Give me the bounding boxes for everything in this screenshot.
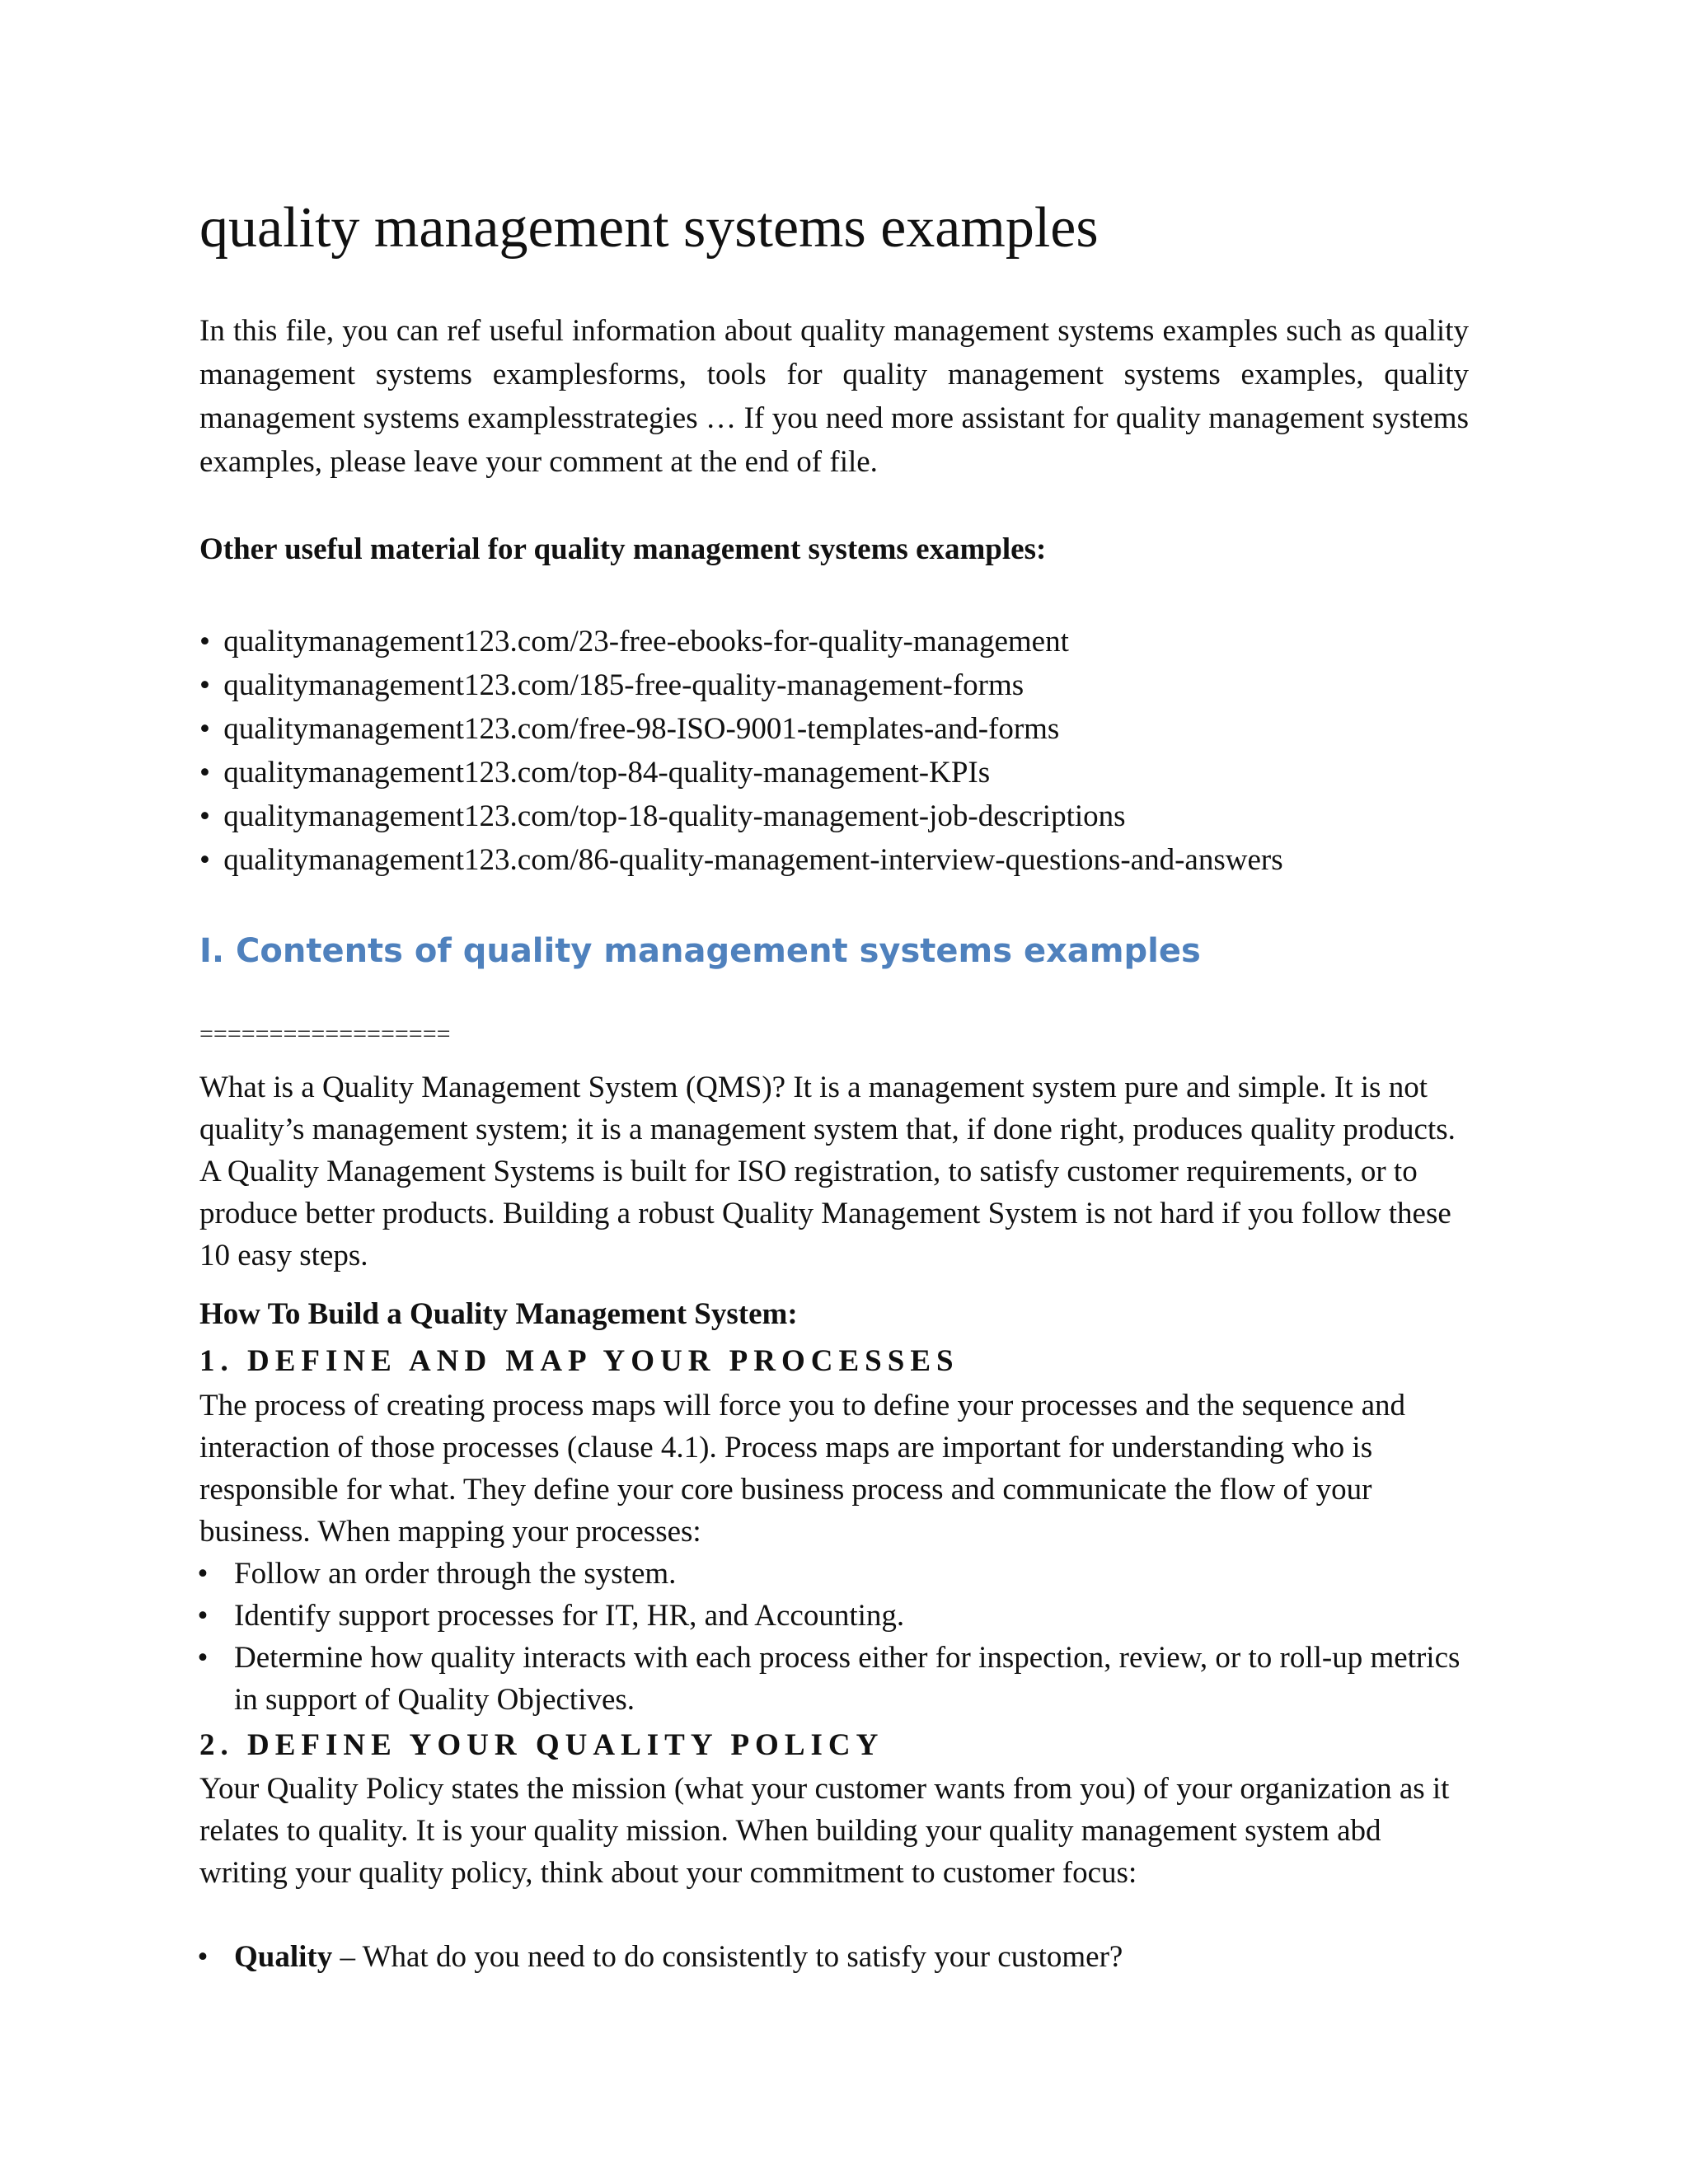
bullet-icon: • <box>199 668 210 702</box>
step-1-heading: 1. DEFINE AND MAP YOUR PROCESSES <box>199 1344 959 1378</box>
list-item-text: Determine how quality interacts with each process either for inspection, review, or to roll-up metrics in support of Quality Objectives. <box>234 1641 1461 1717</box>
resource-link-text[interactable]: qualitymanagement123.com/free-98-ISO-9001-templates-and-forms <box>223 712 1060 746</box>
step-2-paragraph: Your Quality Policy states the mission (what your customer wants from you) of your organization as it relates to quality. It is your quality mission. When building your quality management system abd writing your quality policy, think about your commitment to customer focus: <box>199 1772 1450 1890</box>
document-title: quality management systems examples <box>199 196 1099 260</box>
list-item-text: Follow an order through the system. <box>234 1557 677 1591</box>
how-to-heading: How To Build a Quality Management System: <box>199 1297 798 1331</box>
resource-link[interactable] <box>199 838 1283 882</box>
bullet-icon: • <box>197 1940 209 1974</box>
bullet-icon: • <box>199 843 210 877</box>
resource-link-text[interactable]: qualitymanagement123.com/23-free-ebooks-for-quality-management <box>223 625 1069 658</box>
step-1-bullet-list <box>199 1553 1469 1721</box>
qms-definition-paragraph: What is a Quality Management System (QMS)? It is a management system pure and simple. It is not quality’s management system; it is a management system that, if done right, produces quality products. A Quality Management Systems is built for ISO registration, to satisfy customer requirements, or to produce better products. Building a robust Quality Management System is not hard if you follow these 10 easy steps. <box>199 1071 1456 1272</box>
bullet-icon: • <box>199 756 210 790</box>
step-2-bullet-list <box>199 1936 1469 1978</box>
resource-link[interactable] <box>199 620 1283 663</box>
list-item-text: – What do you need to do consistently to satisfy your customer? <box>332 1940 1123 1974</box>
resource-link[interactable] <box>199 794 1283 838</box>
bullet-icon: • <box>199 625 210 658</box>
resource-link-text[interactable]: qualitymanagement123.com/top-84-quality-management-KPIs <box>223 756 991 790</box>
list-item <box>199 1553 1469 1595</box>
bullet-icon: • <box>197 1557 209 1591</box>
resource-link-text[interactable]: qualitymanagement123.com/185-free-quality-management-forms <box>223 668 1025 702</box>
list-item <box>199 1595 1469 1637</box>
resource-link[interactable] <box>199 707 1283 751</box>
intro-paragraph: In this file, you can ref useful information about quality management systems examples such as quality management systems examplesforms, tools for quality management systems examples, quality management systems examplesstrategies … If you need more assistant for quality management systems examples, please leave your comment at the end of file. <box>199 314 1469 479</box>
bullet-icon: • <box>199 712 210 746</box>
step-1-paragraph: The process of creating process maps will force you to define your processes and the sequence and interaction of those processes (clause 4.1). Process maps are important for understanding who is responsible for what. They define your core business process and communicate the flow of your business. When mapping your processes: <box>199 1389 1406 1549</box>
bullet-icon: • <box>199 799 210 833</box>
list-item <box>199 1936 1469 1978</box>
section-heading: I. Contents of quality management systems examples <box>199 932 1201 970</box>
other-material-heading: Other useful material for quality management systems examples: <box>199 532 1047 566</box>
resource-link-list <box>199 620 1283 882</box>
resource-link[interactable] <box>199 751 1283 794</box>
resource-link-text[interactable]: qualitymanagement123.com/top-18-quality-management-job-descriptions <box>223 799 1126 833</box>
step-2-heading: 2. DEFINE YOUR QUALITY POLICY <box>199 1728 884 1762</box>
list-item-text: Identify support processes for IT, HR, and Accounting. <box>234 1599 905 1633</box>
bullet-icon: • <box>197 1641 209 1675</box>
separator-line: ================== <box>199 1020 451 1047</box>
list-item-strong-text: Quality <box>234 1940 333 1974</box>
list-item <box>199 1637 1469 1721</box>
bullet-icon: • <box>197 1599 209 1633</box>
resource-link-text[interactable]: qualitymanagement123.com/86-quality-management-interview-questions-and-answers <box>223 843 1283 877</box>
resource-link[interactable] <box>199 663 1283 707</box>
